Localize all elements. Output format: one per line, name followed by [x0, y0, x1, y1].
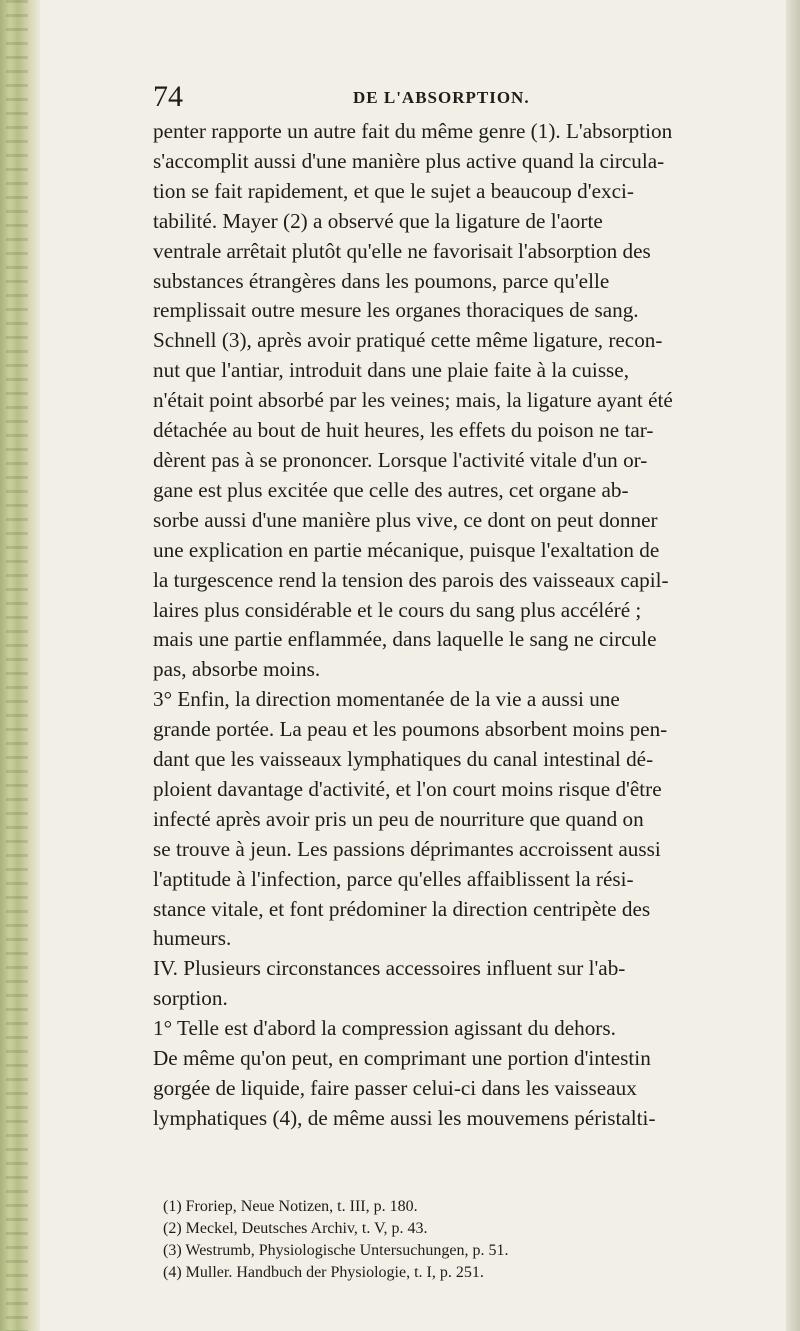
text-line: remplissait outre mesure les organes thoraciques de sang.	[153, 298, 639, 323]
text-line: grande portée. La peau et les poumons absorbent moins pen-	[153, 717, 668, 742]
text-line: gane est plus excitée que celle des autres, cet organe ab-	[153, 477, 629, 502]
body-text	[153, 117, 793, 1134]
text-line: sorption.	[153, 986, 228, 1011]
footnotes	[163, 1196, 763, 1284]
footnote: (1) Froriep, Neue Notizen, t. III, p. 180.	[163, 1198, 418, 1215]
text-line: l'aptitude à l'infection, parce qu'elles affaiblissent la rési-	[153, 866, 634, 891]
text-line: dèrent pas à se prononcer. Lorsque l'activité vitale d'un or-	[153, 447, 648, 472]
text-line: la turgescence rend la tension des parois des vaisseaux capil-	[153, 567, 669, 592]
text-line: dant que les vaisseaux lymphatiques du canal intestinal dé-	[153, 747, 654, 772]
book-binding-edge	[0, 0, 40, 1331]
text-line: 1° Telle est d'abord la compression agissant du dehors.	[153, 1016, 616, 1041]
text-line: nut que l'antiar, introduit dans une plaie faite à la cuisse,	[153, 358, 630, 383]
text-line: pas, absorbe moins.	[153, 657, 321, 682]
text-line: infecté après avoir pris un peu de nourriture que quand on	[153, 806, 644, 831]
text-line: ploient davantage d'activité, et l'on court moins risque d'être	[153, 776, 662, 801]
footnote: (3) Westrumb, Physiologische Untersuchungen, p. 51.	[163, 1242, 509, 1259]
footnote: (4) Muller. Handbuch der Physiologie, t. I, p. 251.	[163, 1264, 484, 1281]
text-line: stance vitale, et font prédominer la direction centripète des	[153, 896, 651, 921]
text-line: n'était point absorbé par les veines; mais, la ligature ayant été	[153, 388, 673, 413]
text-line: humeurs.	[153, 926, 232, 951]
page-number: 74	[153, 80, 183, 113]
text-line: gorgée de liquide, faire passer celui-ci dans les vaisseaux	[153, 1076, 637, 1100]
text-line: IV. Plusieurs circonstances accessoires influent sur l'ab-	[153, 956, 626, 981]
text-line: penter rapporte un autre fait du même genre (1). L'absorption	[153, 119, 673, 143]
text-line: tion se fait rapidement, et que le sujet a beaucoup d'exci-	[153, 178, 634, 203]
text-line: tabilité. Mayer (2) a observé que la ligature de l'aorte	[153, 208, 603, 233]
footnote: (2) Meckel, Deutsches Archiv, t. V, p. 43.	[163, 1220, 428, 1237]
text-line: mais une partie enflammée, dans laquelle le sang ne circule	[153, 627, 657, 652]
text-line: ventrale arrêtait plutôt qu'elle ne favorisait l'absorption des	[153, 238, 651, 263]
page-header	[153, 80, 743, 114]
text-line: détachée au bout de huit heures, les effets du poison ne tar-	[153, 418, 654, 443]
text-line: se trouve à jeun. Les passions déprimantes accroissent aussi	[153, 836, 661, 861]
text-line: De même qu'on peut, en comprimant une portion d'intestin	[153, 1046, 651, 1071]
running-head: DE L'ABSORPTION.	[353, 88, 530, 107]
text-line: une explication en partie mécanique, puisque l'exaltation de	[153, 537, 660, 562]
text-line: substances étrangères dans les poumons, parce qu'elle	[153, 268, 610, 293]
text-line: s'accomplit aussi d'une manière plus active quand la circula-	[153, 148, 665, 173]
text-line: sorbe aussi d'une manière plus vive, ce dont on peut donner	[153, 507, 658, 532]
text-line: Schnell (3), après avoir pratiqué cette même ligature, recon-	[153, 328, 663, 353]
text-line: laires plus considérable et le cours du sang plus accéléré ;	[153, 597, 642, 622]
text-line: lymphatiques (4), de même aussi les mouvemens péristalti-	[153, 1105, 656, 1130]
text-line: 3° Enfin, la direction momentanée de la vie a aussi une	[153, 687, 620, 712]
